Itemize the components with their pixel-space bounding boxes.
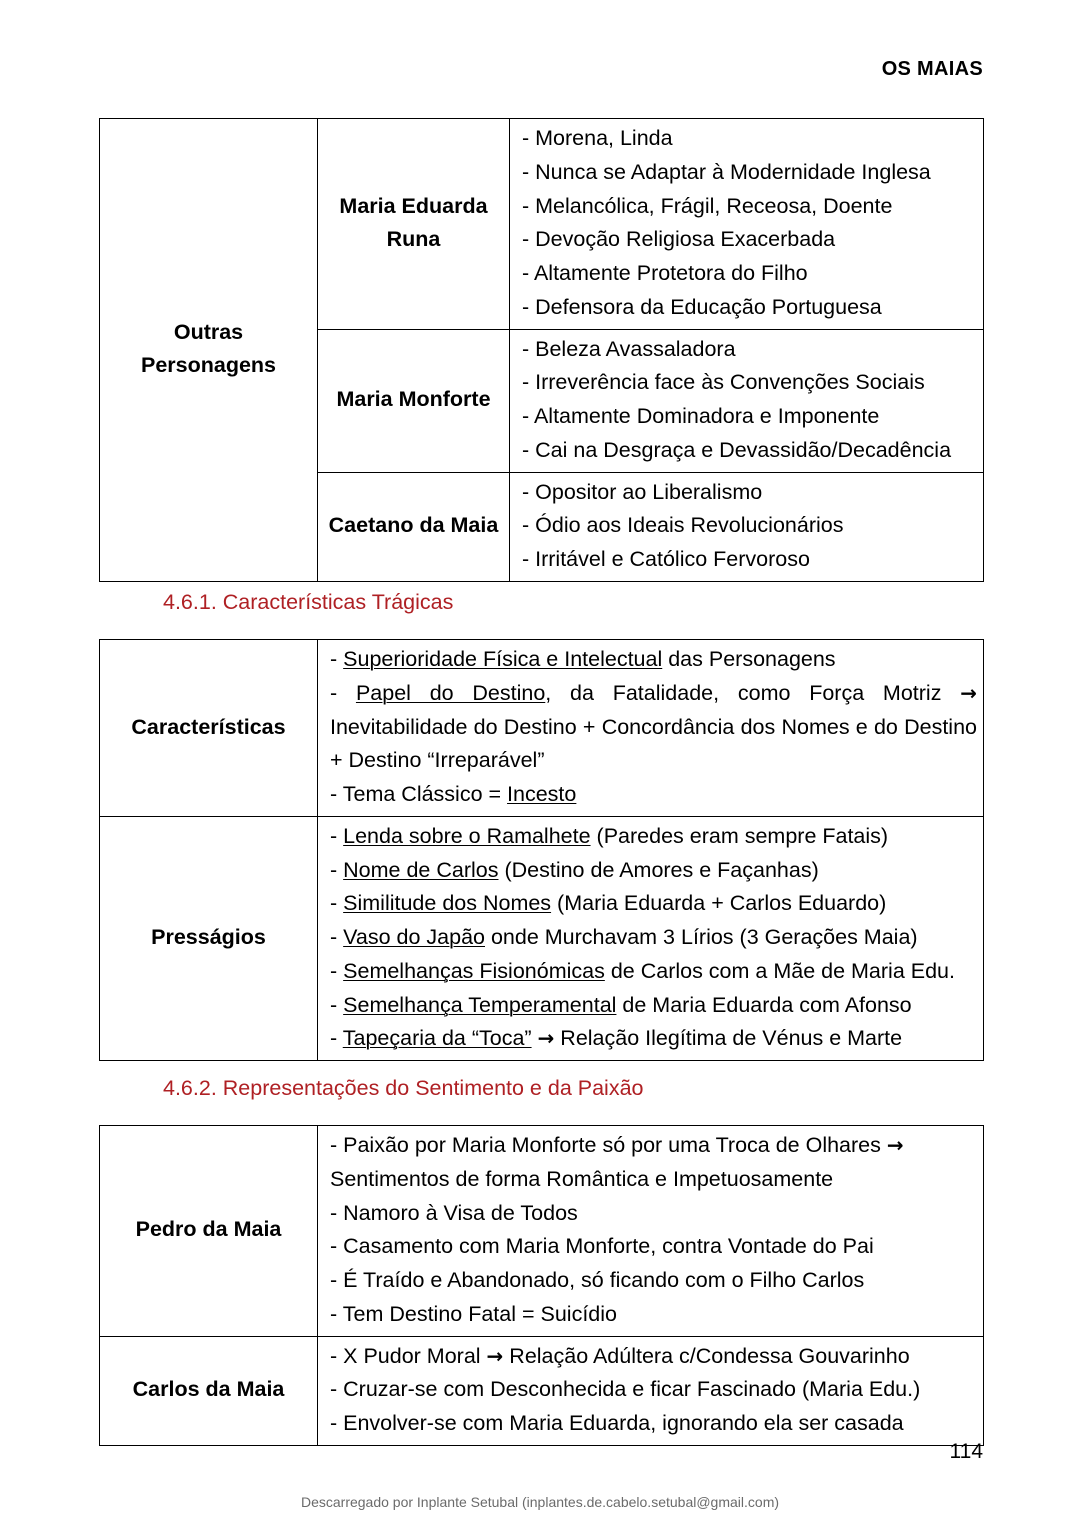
section-heading-4-6-1: 4.6.1. Características Trágicas	[163, 590, 454, 614]
item-suffix: de Carlos com a Mãe de Maria Edu.	[604, 958, 955, 983]
trait-item: - Altamente Dominadora e Imponente	[522, 404, 880, 428]
rightwards-arrow-icon: →	[537, 1026, 555, 1051]
characteristic-item	[330, 677, 977, 778]
passion-item: - É Traído e Abandonado, só ficando com o Filho Carlos	[330, 1268, 865, 1292]
trait-item: - Irreverência face às Convenções Sociais	[522, 370, 925, 395]
cell-label-pedro-da-maia: Pedro da Maia	[100, 1126, 318, 1337]
rightwards-arrow-icon: →	[486, 1343, 504, 1368]
item-prefix: -	[330, 891, 344, 916]
trait-item: - Melancólica, Frágil, Receosa, Doente	[522, 193, 893, 218]
characteristic-item	[330, 643, 977, 677]
trait-item: - Morena, Linda	[522, 126, 673, 150]
table-representacoes-sentimento-paixao	[99, 1125, 984, 1446]
cell-character-traits-caetano-da-maia	[510, 472, 984, 581]
item-prefix: -	[330, 992, 344, 1017]
item-underlined-text: Similitude dos Nomes	[343, 891, 552, 916]
item-text: - X Pudor Moral	[330, 1343, 481, 1368]
trait-item: - Opositor ao Liberalismo	[522, 479, 763, 504]
item-underlined-text: Papel do Destino	[355, 680, 546, 705]
cell-label-pressagios: Presságios	[100, 816, 318, 1060]
item-suffix: , da Fatalidade, como Força Motriz	[545, 680, 961, 705]
item-text: - Paixão por Maria Monforte só por uma Troca de Olhares	[330, 1133, 881, 1157]
download-watermark: Descarregado por Inplante Setubal (inplantes.de.cabelo.setubal@gmail.com)	[300, 1494, 780, 1510]
rightwards-arrow-icon: →	[886, 1133, 904, 1157]
cell-character-traits-maria-monforte	[510, 329, 984, 472]
cell-character-name-caetano-da-maia: Caetano da Maia	[318, 472, 510, 581]
item-suffix: (Maria Eduarda + Carlos Eduardo)	[551, 891, 887, 916]
cell-character-name-maria-monforte: Maria Monforte	[318, 329, 510, 472]
cell-content-pressagios	[318, 816, 984, 1060]
table-row	[100, 816, 984, 1060]
trait-item: - Altamente Protetora do Filho	[522, 261, 808, 285]
item-prefix: -	[330, 925, 344, 949]
cell-content-carlos-da-maia	[318, 1336, 984, 1445]
item-suffix: de Maria Eduarda com Afonso	[616, 992, 912, 1017]
passion-item: - Envolver-se com Maria Eduarda, ignorando ela ser casada	[330, 1411, 904, 1435]
item-underlined-text: Semelhanças Fisionómicas	[343, 958, 605, 983]
trait-item: - Ódio aos Ideais Revolucionários	[522, 513, 844, 538]
omen-item	[330, 955, 977, 989]
item-prefix: -	[330, 647, 344, 671]
item-suffix: Relação Ilegítima de Vénus e Marte	[554, 1026, 903, 1051]
table-row	[100, 1126, 984, 1337]
item-suffix: (Paredes eram sempre Fatais)	[590, 823, 889, 848]
item-underlined-text: Nome de Carlos	[343, 857, 499, 882]
table-outras-personagens	[99, 118, 984, 582]
item-prefix: -	[330, 958, 344, 983]
item-suffix: das Personagens	[662, 647, 836, 671]
item-underlined-text: Lenda sobre o Ramalhete	[343, 823, 591, 848]
passion-item	[330, 1129, 977, 1163]
trait-item: - Devoção Religiosa Exacerbada	[522, 227, 836, 252]
omen-item	[330, 854, 977, 888]
omen-item	[330, 887, 977, 921]
passion-item: - Namoro à Visa de Todos	[330, 1200, 578, 1225]
omen-item	[330, 1022, 977, 1056]
characteristic-item	[330, 778, 977, 812]
passion-item: - Casamento com Maria Monforte, contra Vontade do Pai	[330, 1234, 874, 1259]
item-suffix: (Destino de Amores e Façanhas)	[498, 857, 819, 882]
trait-item: - Nunca se Adaptar à Modernidade Inglesa	[522, 159, 931, 184]
table-caracteristicas-tragicas	[99, 639, 984, 1061]
running-header-title: OS MAIAS	[881, 58, 983, 80]
item-prefix: - Tema Clássico =	[330, 782, 508, 806]
passion-item: - Cruzar-se com Desconhecida e ficar Fascinado (Maria Edu.)	[330, 1377, 921, 1402]
item-underlined-text: Semelhança Temperamental	[343, 992, 617, 1017]
trait-item: - Beleza Avassaladora	[522, 336, 736, 361]
table-row	[100, 640, 984, 817]
passion-item: - Tem Destino Fatal = Suicídio	[330, 1301, 617, 1326]
trait-item: - Irritável e Católico Fervoroso	[522, 547, 810, 571]
item-underlined-text: Superioridade Física e Intelectual	[343, 647, 663, 671]
item-text-continued: Relação Adúltera c/Condessa Gouvarinho	[509, 1343, 910, 1368]
omen-item	[330, 989, 977, 1023]
item-prefix: -	[330, 857, 344, 882]
item-prefix: -	[330, 1026, 343, 1051]
table-row	[100, 1336, 984, 1445]
rightwards-arrow-icon: →	[960, 680, 977, 705]
item-underlined-text: Incesto	[507, 782, 577, 806]
passion-item	[330, 1340, 977, 1374]
item-prefix: -	[330, 680, 356, 705]
omen-item	[330, 921, 977, 955]
cell-label-caracteristicas: Características	[100, 640, 318, 817]
section-heading-4-6-2: 4.6.2. Representações do Sentimento e da Paixão	[163, 1076, 644, 1100]
cell-label-carlos-da-maia: Carlos da Maia	[100, 1336, 318, 1445]
item-prefix: -	[330, 823, 344, 848]
trait-item: - Defensora da Educação Portuguesa	[522, 294, 882, 319]
page-number: 114	[949, 1440, 983, 1463]
passion-item: Sentimentos de forma Romântica e Impetuosamente	[330, 1166, 834, 1191]
trait-item: - Cai na Desgraça e Devassidão/Decadência	[522, 437, 952, 462]
cell-character-name-maria-eduarda-runa: Maria Eduarda Runa	[318, 119, 510, 330]
cell-group-label-outras-personagens: Outras Personagens	[100, 119, 318, 582]
table-row	[100, 119, 984, 330]
item-continuation: Inevitabilidade do Destino + Concordância dos Nomes e do Destino + Destino “Irreparável”	[330, 714, 977, 773]
item-underlined-text: Vaso do Japão	[343, 925, 485, 949]
omen-item	[330, 820, 977, 854]
item-suffix: onde Murchavam 3 Lírios (3 Gerações Maia)	[485, 925, 918, 949]
cell-content-pedro-da-maia	[318, 1126, 984, 1337]
cell-character-traits-maria-eduarda-runa	[510, 119, 984, 330]
cell-content-caracteristicas	[318, 640, 984, 817]
item-underlined-text: Tapeçaria da “Toca”	[342, 1026, 532, 1051]
